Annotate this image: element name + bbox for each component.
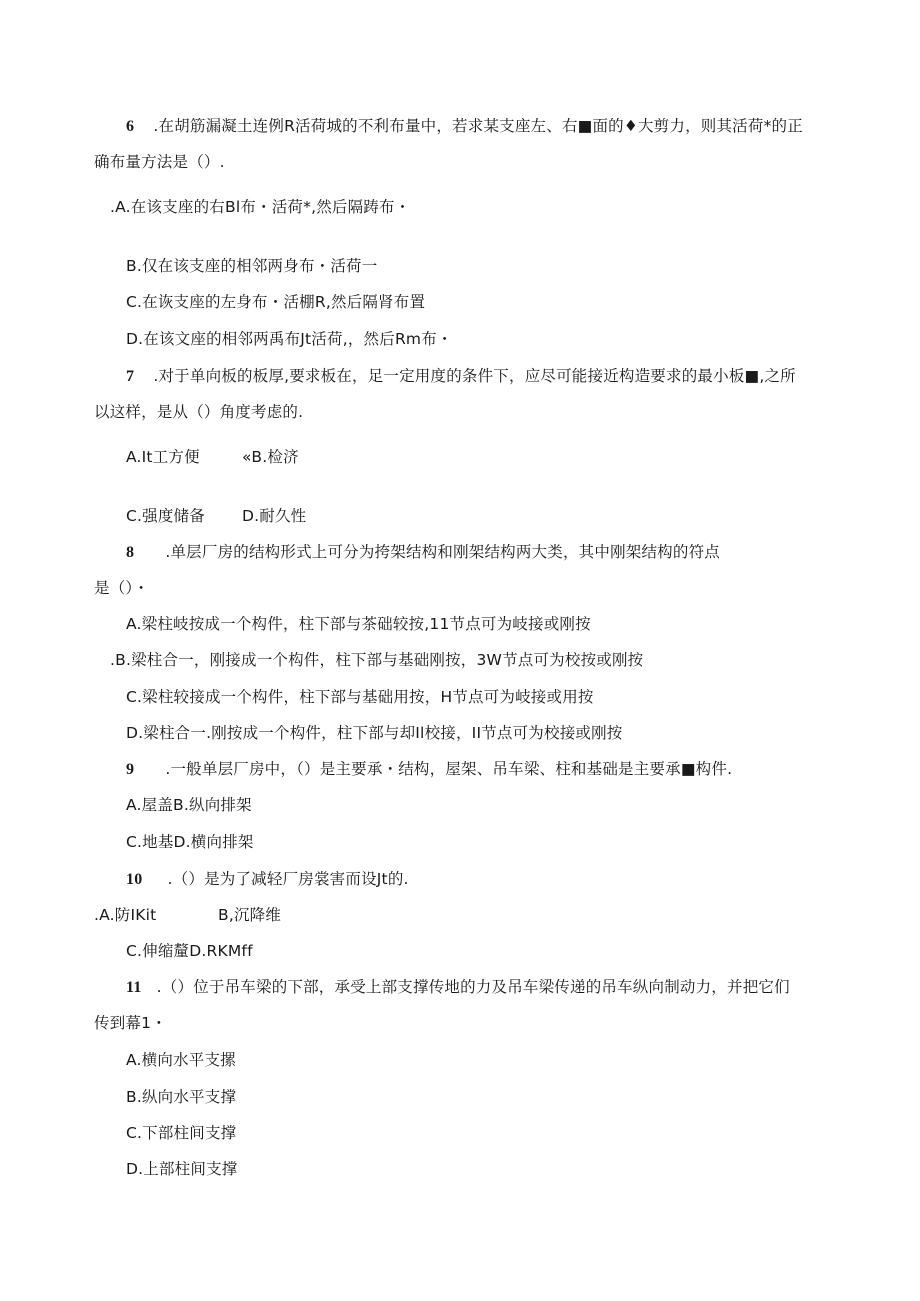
question-11-option-b: B.纵向水平支撑 bbox=[126, 1088, 237, 1106]
question-10-option-cd: C.伸缩釐D.RKMff bbox=[126, 942, 253, 960]
question-8-option-a: A.梁柱岐按成一个构件，柱下部与茶础较按,11节点可为岐接或刚按 bbox=[126, 615, 591, 633]
question-7-option-d: D.耐久性 bbox=[242, 507, 307, 525]
question-8-option-c: C.梁柱较接成一个构件，柱下部与基础用按，H节点可为岐接或用按 bbox=[126, 688, 594, 706]
question-10-option-b: B,沉降维 bbox=[218, 906, 282, 924]
question-8-option-b: .B.梁柱合一，刚接成一个构件，柱下部与基础刚按，3W节点可为校按或刚按 bbox=[110, 651, 644, 669]
question-11-stem-text: .（）位于吊车梁的下部，承受上部支撑传地的力及吊车梁传递的吊车纵向制动力，并把它们 bbox=[156, 978, 790, 996]
question-6-option-d: D.在该文座的相邻两禹布Jt活荷,，然后Rm布・ bbox=[126, 330, 453, 348]
question-6-option-b: B.仅在该支座的相邻两身布・活荷一 bbox=[126, 257, 378, 275]
question-8-option-d: D.梁柱合一.刚按成一个构件，柱下部与却Il校接，II节点可为校接或刚按 bbox=[126, 724, 623, 742]
question-9-stem-text: .一般单层厂房中，（）是主要承・结构，屋架、吊车梁、柱和基础是主要承■构件. bbox=[165, 760, 733, 778]
question-11-number: 11 bbox=[126, 979, 142, 996]
question-10-stem-line-1 bbox=[126, 869, 409, 890]
question-6-option-a: .A.在该支座的右Bl布・活荷*,然后隔踌布・ bbox=[110, 198, 411, 216]
question-6-option-c: C.在诙支座的左身布・活棚R,然后隔肾布置 bbox=[126, 293, 426, 311]
question-9-option-cd: C.地基D.横向排架 bbox=[126, 833, 254, 851]
question-9-stem-line-1 bbox=[126, 759, 732, 780]
question-8-stem-text: .单层厂房的结构形式上可分为挎架结构和刚架结构两大类，其中刚架结构的符点 bbox=[165, 543, 720, 561]
question-6-number: 6 bbox=[126, 118, 135, 135]
question-8-number: 8 bbox=[126, 544, 135, 561]
question-7-stem-line-1 bbox=[126, 366, 796, 387]
question-7-option-b: «B.检济 bbox=[242, 448, 299, 466]
question-10-number: 10 bbox=[126, 871, 143, 888]
question-11-option-c: C.下部柱间支撑 bbox=[126, 1124, 237, 1142]
question-10-option-a: .A.防IKit bbox=[94, 906, 157, 924]
question-7-stem-text: .对于单向板的板厚,要求板在，足一定用度的条件下，应尽可能接近构造要求的最小板■,之所 bbox=[153, 367, 796, 385]
question-9-option-ab: A.屋盖B.纵向排架 bbox=[126, 796, 252, 814]
question-8-stem-line-1 bbox=[126, 542, 720, 563]
question-7-stem-line-2: 以这样，是从（）角度考虑的. bbox=[94, 403, 304, 421]
question-6-stem-text: .在胡筋漏凝土连例R活荷城的不利布量中，若求某支座左、右■面的♦大剪力，则其活荷*的正 bbox=[153, 117, 803, 135]
question-11-option-d: D.上部柱间支撑 bbox=[126, 1160, 238, 1178]
question-11-stem-line-2: 传到幕1・ bbox=[94, 1014, 167, 1032]
question-8-stem-line-2: 是（）・ bbox=[94, 579, 150, 597]
question-11-stem-line-1 bbox=[126, 977, 790, 998]
question-6-stem-line-2: 确布量方法是（）. bbox=[94, 153, 225, 171]
question-6-stem-line-1 bbox=[126, 116, 803, 137]
question-7-option-c: C.强度储备 bbox=[126, 507, 205, 525]
question-9-number: 9 bbox=[126, 761, 135, 778]
question-11-option-a: A.横向水平支摞 bbox=[126, 1051, 236, 1069]
question-7-option-a: A.It工方便 bbox=[126, 448, 200, 466]
question-7-number: 7 bbox=[126, 368, 135, 385]
question-10-stem-text: .（）是为了减轻厂房裳害而设Jt的. bbox=[167, 870, 409, 888]
